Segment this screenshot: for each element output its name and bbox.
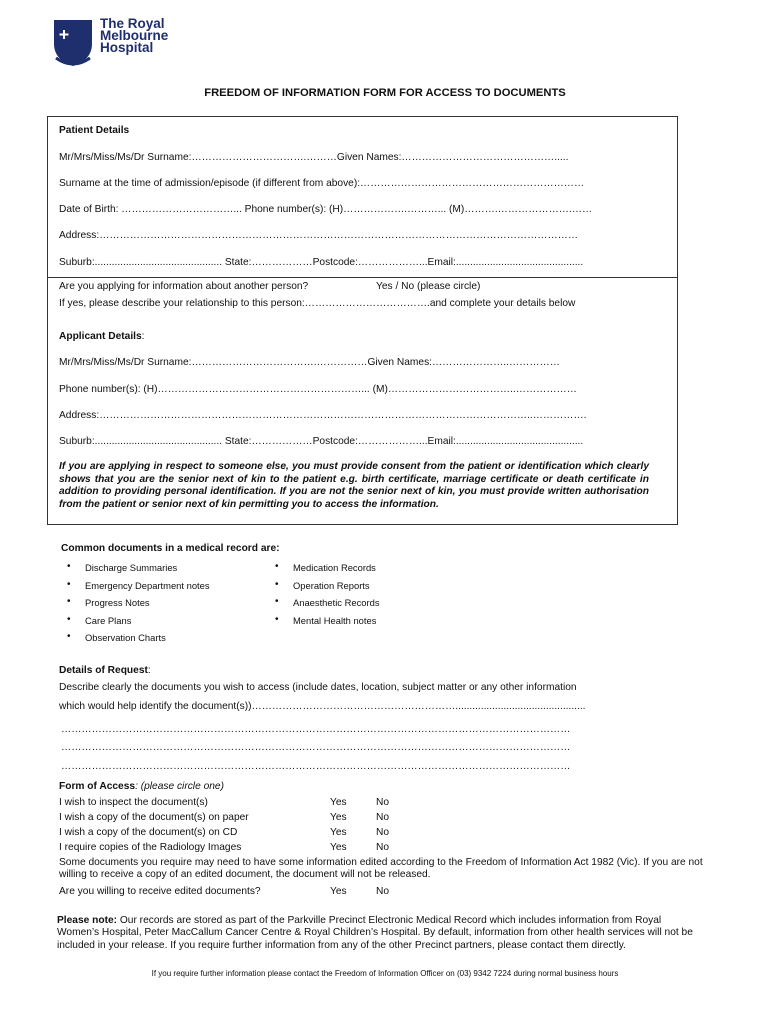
request-line-2[interactable]: …………………………………………………………………………………………………………………………………… [61, 742, 571, 753]
footer-contact-note: If you require further information please contact the Freedom of Information Officer on (03) 9342 7224 during normal business hours [151, 969, 619, 978]
common-documents-left-list [65, 562, 210, 650]
list-item: • Progress Notes [65, 597, 210, 615]
applicant-phone-field[interactable]: Phone number(s): (H)……………………………………………………... (M)………………………………..……………… [59, 384, 577, 395]
another-person-question: Are you applying for information about another person? [59, 281, 309, 292]
hospital-name: The Royal Melbourne Hospital [100, 16, 169, 55]
edited-no-option[interactable]: No [376, 886, 390, 897]
relationship-field[interactable]: If yes, please describe your relationship to this person:……………………………….and complete your details below [59, 298, 576, 309]
form-of-access-heading: Form of Access: (please circle one) [59, 781, 224, 792]
list-item: • Mental Health notes [273, 615, 380, 633]
patient-admission-surname-field[interactable]: Surname at the time of admission/episode (if different from above):………………………………………………………… [59, 178, 585, 189]
list-item: • Operation Reports [273, 580, 380, 598]
access-option-label: I wish a copy of the document(s) on CD [59, 827, 238, 838]
patient-suburb-field[interactable]: Suburb:............................................. State:………………Postcode:………………...Email:............................................. [59, 257, 584, 268]
edited-yes-option[interactable]: Yes [330, 886, 347, 897]
list-item: • Emergency Department notes [65, 580, 210, 598]
list-item: • Care Plans [65, 615, 210, 633]
applicant-address-field[interactable]: Address:………………………………………………………………………………………………………………..……………. [59, 410, 587, 421]
patient-address-field[interactable]: Address:…………………………………………………………………………………………………………………………… [59, 230, 579, 241]
common-documents-right-list [273, 562, 380, 632]
edited-documents-row [59, 886, 459, 901]
access-option-row [59, 827, 459, 842]
list-item: • Observation Charts [65, 632, 210, 650]
edited-documents-question: Are you willing to receive edited documents? [59, 886, 261, 897]
request-line-1[interactable]: …………………………………………………………………………………………………………………………………… [61, 724, 571, 735]
list-item: • Anaesthetic Records [273, 597, 380, 615]
patient-name-field[interactable]: Mr/Mrs/Miss/Ms/Dr Surname:…………………………….………Given Names:………………………………………..... [59, 152, 569, 163]
access-no-option[interactable]: No [376, 812, 390, 823]
common-documents-heading: Common documents in a medical record are: [61, 543, 280, 554]
request-identify-field[interactable]: which would help identify the document(s))…………………………………………………….............................................. [59, 701, 586, 712]
hospital-crest-icon [52, 18, 94, 68]
access-no-option[interactable]: No [376, 827, 390, 838]
access-option-label: I require copies of the Radiology Images [59, 842, 242, 853]
access-no-option[interactable]: No [376, 797, 390, 808]
access-option-label: I wish a copy of the document(s) on paper [59, 812, 249, 823]
form-title: FREEDOM OF INFORMATION FORM FOR ACCESS TO DOCUMENTS [204, 87, 566, 99]
list-item: • Discharge Summaries [65, 562, 210, 580]
applicant-suburb-field[interactable]: Suburb:............................................. State:………………Postcode:………………...Email:............................................. [59, 436, 584, 447]
edited-documents-note: Some documents you require may need to have some information edited according to the Freedom of Information Act 1982 (Vic). If you are not willing to receive a copy of an edited document, the document will not be released. [59, 857, 703, 881]
list-item: • Medication Records [273, 562, 380, 580]
please-note-paragraph: Please note: Our records are stored as part of the Parkville Precinct Electronic Medical Record which includes information from Royal Women’s Hospital, Peter MacCallum Cancer Centre & Royal Children’s Hospital. By default, information from other health services will not be included in your release. If you require further information from any of the other Precinct partners, please contact them directly. [57, 915, 693, 951]
request-description-text: Describe clearly the documents you wish to access (include dates, location, subject matter or any other information [59, 682, 577, 693]
access-yes-option[interactable]: Yes [330, 812, 347, 823]
hospital-logo [52, 18, 192, 68]
patient-dob-phone-field[interactable]: Date of Birth: ……………………………... Phone number(s): (H)……………….………... (M)……….………………….…… [59, 204, 593, 215]
access-yes-option[interactable]: Yes [330, 827, 347, 838]
consent-warning: If you are applying in respect to someone else, you must provide consent from the patient or identification which clearly shows that you are the senior next of kin to the patient e.g. birth certificate, marriage certificate or death certificate in addition to providing personal identification. If you are not the senior next of kin, you must provide written authorisation from the patient or senior next of kin permitting you to access the information. [59, 461, 649, 510]
patient-details-heading: Patient Details [59, 125, 130, 136]
access-yes-option[interactable]: Yes [330, 842, 347, 853]
request-line-3[interactable]: …………………………………………………………………………………………………………………………………… [61, 761, 571, 772]
details-of-request-heading: Details of Request: [59, 665, 151, 676]
access-yes-option[interactable]: Yes [330, 797, 347, 808]
another-person-yes-no[interactable]: Yes / No (please circle) [376, 281, 481, 292]
access-option-row [59, 812, 459, 827]
access-option-label: I wish to inspect the document(s) [59, 797, 208, 808]
applicant-name-field[interactable]: Mr/Mrs/Miss/Ms/Dr Surname:……………………………….……………Given Names:…………………..…………… [59, 357, 560, 368]
patient-details-box [47, 116, 678, 278]
applicant-details-heading: Applicant Details: [59, 331, 145, 342]
access-option-row [59, 842, 459, 857]
access-no-option[interactable]: No [376, 842, 390, 853]
access-option-row [59, 797, 459, 812]
